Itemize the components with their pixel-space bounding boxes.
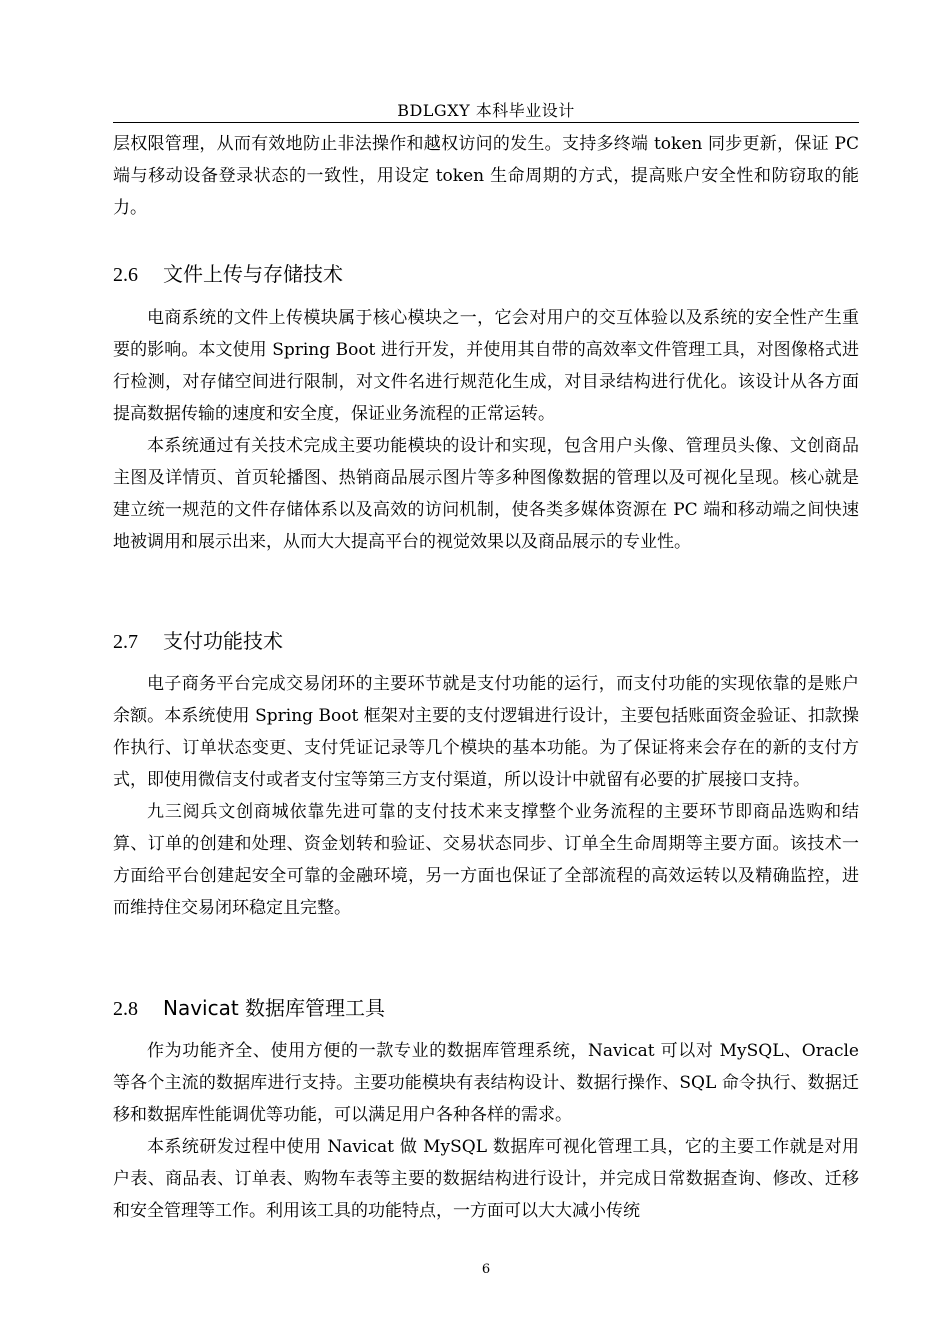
page-number: 6 [481,1262,491,1277]
paragraph: 本系统研发过程中使用 Navicat 做 MySQL 数据库可视化管理工具，它的主要工作就是对用户表、商品表、订单表、购物车表等主要的数据结构进行设计，并完成日常数据查询、修改、迁移和安全管理等工作。利用该工具的功能特点，一方面可以大大减小传统 [113,1137,859,1221]
section-title: Navicat 数据库管理工具 [163,996,386,1020]
header-divider [113,122,859,123]
page-header: BDLGXY 本科毕业设计 [397,101,575,120]
section-number: 2.7 [113,631,138,653]
section-heading-2-7 [113,627,283,656]
section-title: 文件上传与存储技术 [163,262,343,286]
section-heading-2-8 [113,994,385,1023]
section-2-7-body [113,668,859,924]
intro-paragraph: 层权限管理，从而有效地防止非法操作和越权访问的发生。支持多终端 token 同步更新，保证 PC 端与移动设备登录状态的一致性，用设定 token 生命周期的方式，提高账户安全性和防窃取的能力。 [113,134,859,218]
paragraph: 九三阅兵文创商城依靠先进可靠的支付技术来支撑整个业务流程的主要环节即商品选购和结算、订单的创建和处理、资金划转和验证、交易状态同步、订单全生命周期等主要方面。该技术一方面给平台创建起安全可靠的金融环境，另一方面也保证了全部流程的高效运转以及精确监控，进而维持住交易闭环稳定且完整。 [113,802,859,918]
section-title: 支付功能技术 [163,629,283,653]
paragraph: 电子商务平台完成交易闭环的主要环节就是支付功能的运行，而支付功能的实现依靠的是账户余额。本系统使用 Spring Boot 框架对主要的支付逻辑进行设计，主要包括账面资金验证、扣款操作执行、订单状态变更、支付凭证记录等几个模块的基本功能。为了保证将来会存在的新的支付方式，即使用微信支付或者支付宝等第三方支付渠道，所以设计中就留有必要的扩展接口支持。 [113,674,859,790]
paragraph: 电商系统的文件上传模块属于核心模块之一，它会对用户的交互体验以及系统的安全性产生重要的影响。本文使用 Spring Boot 进行开发，并使用其自带的高效率文件管理工具，对图像格式进行检测，对存储空间进行限制，对文件名进行规范化生成，对目录结构进行优化。该设计从各方面提高数据传输的速度和安全度，保证业务流程的正常运转。 [113,308,859,424]
section-heading-2-6 [113,260,343,289]
section-number: 2.6 [113,264,138,286]
section-2-8-body [113,1035,859,1227]
intro-block [113,128,859,224]
paragraph: 作为功能齐全、使用方便的一款专业的数据库管理系统，Navicat 可以对 MySQL、Oracle 等各个主流的数据库进行支持。主要功能模块有表结构设计、数据行操作、SQL 命令执行、数据迁移和数据库性能调优等功能，可以满足用户各种各样的需求。 [113,1041,859,1125]
section-2-6-body [113,302,859,558]
paragraph: 本系统通过有关技术完成主要功能模块的设计和实现，包含用户头像、管理员头像、文创商品主图及详情页、首页轮播图、热销商品展示图片等多种图像数据的管理以及可视化呈现。核心就是建立统一规范的文件存储体系以及高效的访问机制，使各类多媒体资源在 PC 端和移动端之间快速地被调用和展示出来，从而大大提高平台的视觉效果以及商品展示的专业性。 [113,436,859,552]
section-number: 2.8 [113,998,138,1020]
